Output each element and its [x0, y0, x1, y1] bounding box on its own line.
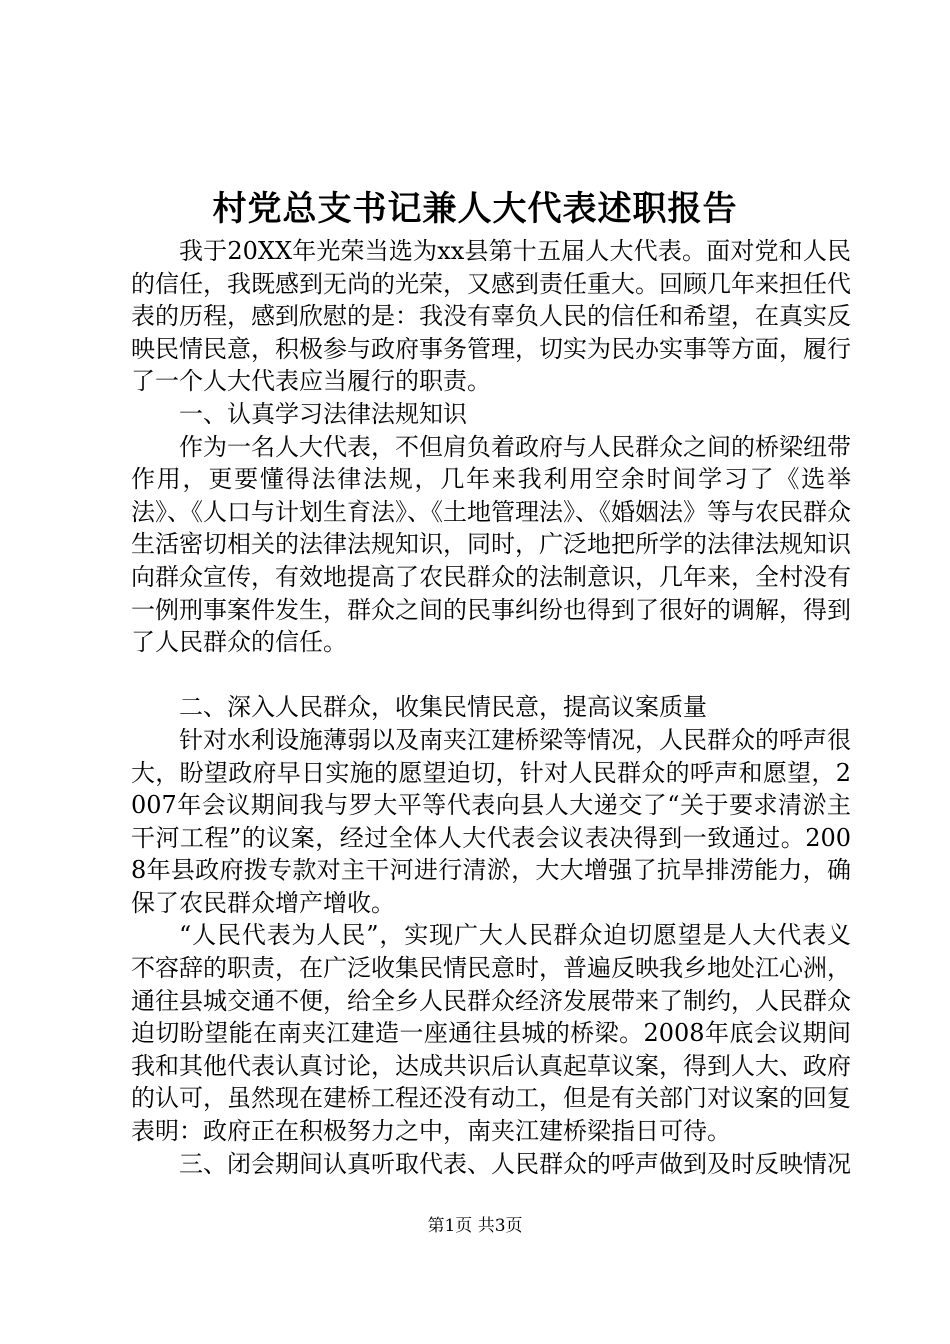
section-1-paragraph: 作为一名人大代表，不但肩负着政府与人民群众之间的桥梁纽带作用，更要懂得法律法规，几年来我利用空余时间学习了《选举法》、《人口与计划生育法》、《土地管理法》、《婚姻法》等与农民群众生活密切相关的法律法规知识，同时，广泛地把所学的法律法规知识向群众宣传，有效地提高了农民群众的法制意识，几年来，全村没有一例刑事案件发生，群众之间的民事纠纷也得到了很好的调解，得到了人民群众的信任。 — [131, 432, 851, 657]
page-indicator: 第1页 共3页 — [427, 1216, 523, 1236]
section-2-paragraph-2: “人民代表为人民”，实现广大人民群众迫切愿望是人大代表义不容辞的职责，在广泛收集民情民意时，普遍反映我乡地处江心洲，通往县城交通不便，给全乡人民群众经济发展带来了制约，人民群众迫切盼望能在南夹江建造一座通往县城的桥梁。2008年底会议期间我和其他代表认真讨论，达成共识后认真起草议案，得到人大、政府的认可，虽然现在建桥工程还没有动工，但是有关部门对议案的回复表明：政府正在积极努力之中，南夹江建桥梁指日可待。 — [131, 921, 851, 1146]
section-2-paragraph-1: 针对水利设施薄弱以及南夹江建桥梁等情况，人民群众的呼声很大，盼望政府早日实施的愿望迫切，针对人民群众的呼声和愿望，2007年会议期间我与罗大平等代表向县人大递交了“关于要求清淤主干河工程”的议案，经过全体人大代表会议表决得到一致通过。2008年县政府拨专款对主干河进行清淤，大大增强了抗旱排涝能力，确保了农民群众增产增收。 — [131, 725, 851, 917]
section-3-heading: 三、闭会期间认真听取代表、人民群众的呼声做到及时反映情况 — [179, 1149, 851, 1178]
section-1-heading: 一、认真学习法律法规知识 — [179, 399, 467, 428]
intro-paragraph: 我于20XX年光荣当选为xx县第十五届人大代表。面对党和人民的信任，我既感到无尚的光荣，又感到责任重大。回顾几年来担任代表的历程，感到欣慰的是：我没有辜负人民的信任和希望，在真实反映民情民意，积极参与政府事务管理，切实为民办实事等方面，履行了一个人大代表应当履行的职责。 — [131, 237, 851, 396]
section-2-heading: 二、深入人民群众，收集民情民意，提高议案质量 — [179, 693, 707, 722]
document-body — [131, 235, 851, 1180]
blank-line — [131, 659, 851, 692]
document-title: 村党总支书记兼人大代表述职报告 — [212, 189, 738, 229]
